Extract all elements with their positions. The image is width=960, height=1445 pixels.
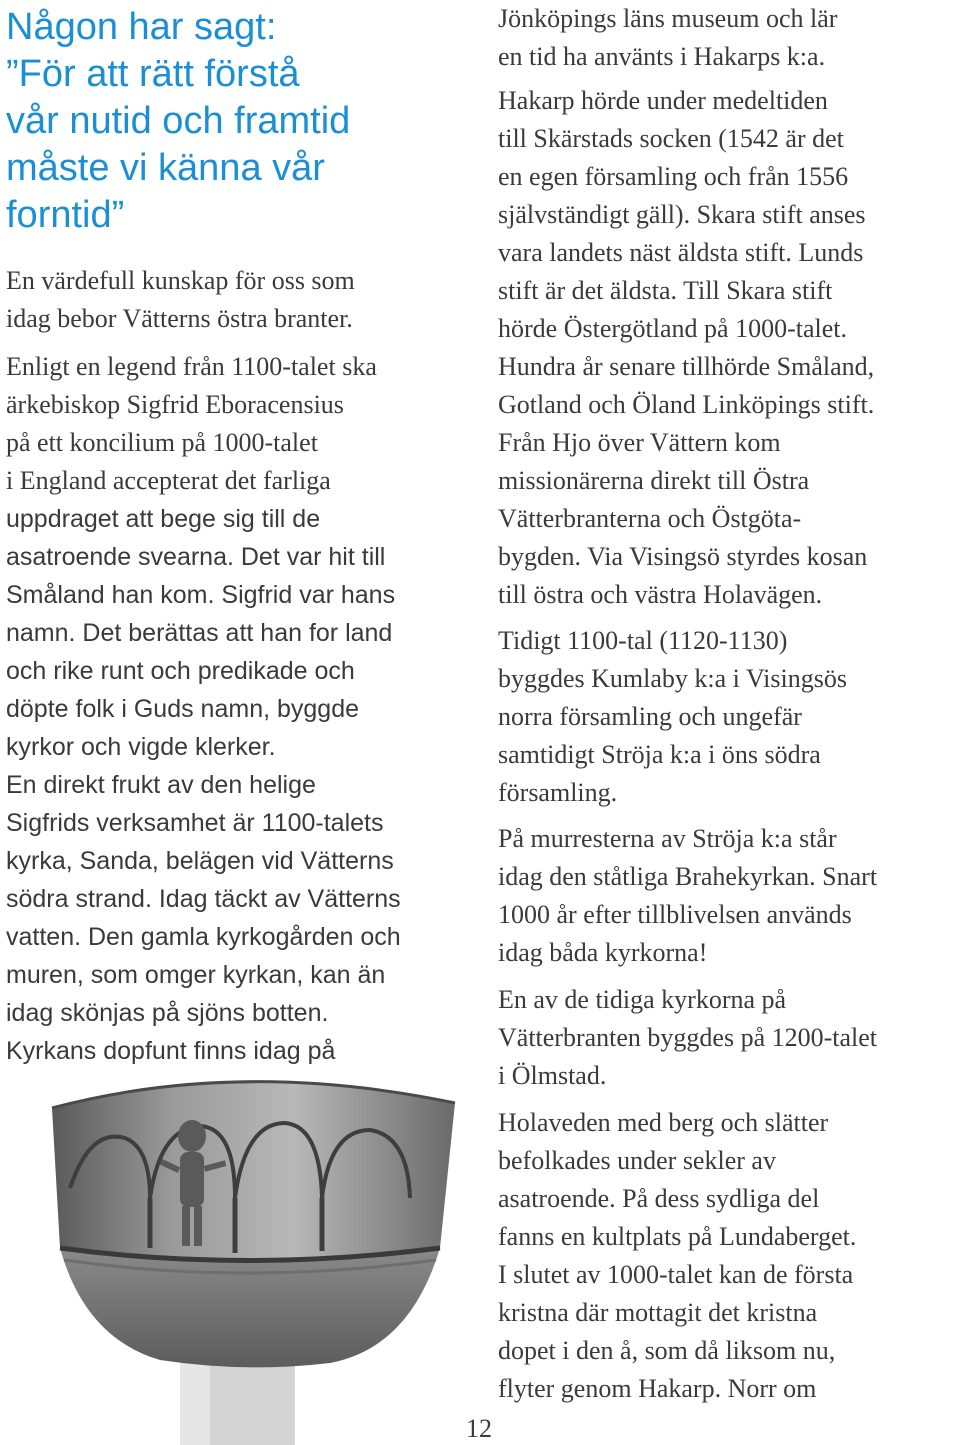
text-line: fanns en kultplats på Lundaberget. — [498, 1222, 857, 1251]
bowl-upper — [52, 1082, 455, 1261]
text-line: till östra och västra Holavägen. — [498, 580, 823, 609]
text-line: En värdefull kunskap för oss som — [6, 266, 355, 295]
text-line: Kyrkans dopfunt finns idag på — [6, 1037, 336, 1065]
heading-line: ”För att rätt förstå — [6, 53, 300, 95]
text-line: Jönköpings läns museum och lär — [498, 4, 838, 33]
text-line: Vätterbranten byggdes på 1200-talet — [498, 1023, 878, 1052]
text-line: Enligt en legend från 1100-talet ska — [6, 352, 377, 381]
text-line: flyter genom Hakarp. Norr om — [498, 1374, 817, 1403]
text-line: Gotland och Öland Linköpings stift. — [498, 390, 875, 419]
intro-paragraph — [6, 262, 355, 338]
text-line: på ett koncilium på 1000-talet — [6, 428, 318, 457]
text-line: kyrkor och vigde klerker. — [6, 733, 276, 761]
text-line: en egen församling och från 1556 — [498, 162, 849, 191]
text-line: muren, som omger kyrkan, kan än — [6, 961, 386, 989]
text-line: dopet i den å, som då liksom nu, — [498, 1336, 836, 1365]
text-line: till Skärstads socken (1542 är det — [498, 124, 844, 153]
text-line: Hakarp hörde under medeltiden — [498, 86, 828, 115]
page-heading — [6, 4, 476, 239]
text-line: 1000 år efter tillblivelsen används — [498, 900, 852, 929]
heading-line: vår nutid och framtid — [6, 100, 351, 142]
text-line: och rike runt och predikade och — [6, 657, 355, 685]
text-line: kyrka, Sanda, belägen vid Vätterns — [6, 847, 394, 875]
text-line: I slutet av 1000-talet kan de första — [498, 1260, 854, 1289]
text-line: Småland han kom. Sigfrid var hans — [6, 581, 396, 609]
text-line: självständigt gäll). Skara stift anses — [498, 200, 866, 229]
text-line: namn. Det berättas att han for land — [6, 619, 393, 647]
text-line: På murresterna av Ströja k:a står — [498, 824, 837, 853]
baptismal-font-photo — [30, 1068, 460, 1445]
text-line: i Ölmstad. — [498, 1061, 607, 1090]
text-line: Vätterbranterna och Östgöta- — [498, 504, 802, 533]
text-line: samtidigt Ströja k:a i öns södra — [498, 740, 821, 769]
right-paragraph-2 — [498, 82, 874, 614]
text-line: byggdes Kumlaby k:a i Visingsös — [498, 664, 847, 693]
text-line: församling. — [498, 778, 618, 807]
text-line: missionärerna direkt till Östra — [498, 466, 810, 495]
text-line: En direkt frukt av den helige — [6, 771, 316, 799]
right-paragraph-1 — [498, 0, 837, 76]
text-line: norra församling och ungefär — [498, 702, 802, 731]
right-paragraph-4 — [498, 820, 877, 972]
text-line: vara landets näst äldsta stift. Lunds — [498, 238, 864, 267]
text-line: En av de tidiga kyrkorna på — [498, 985, 787, 1014]
text-line: Hundra år senare tillhörde Småland, — [498, 352, 875, 381]
text-line: döpte folk i Guds namn, byggde — [6, 695, 360, 723]
heading-line: måste vi känna vår — [6, 147, 325, 189]
heading-line: forntid” — [6, 194, 125, 236]
legend-paragraph — [6, 348, 401, 1070]
page-number: 12 — [466, 1414, 492, 1443]
heading-line: Någon har sagt: — [6, 6, 277, 48]
text-line: Sigfrids verksamhet är 1100-talets — [6, 809, 384, 837]
text-line: en tid ha använts i Hakarps k:a. — [498, 42, 826, 71]
text-line: idag båda kyrkorna! — [498, 938, 708, 967]
text-line: befolkades under sekler av — [498, 1146, 776, 1175]
text-line: ärkebiskop Sigfrid Eboracensius — [6, 390, 344, 419]
text-line: idag skönjas på sjöns botten. — [6, 999, 329, 1027]
text-line: bygden. Via Visingsö styrdes kosan — [498, 542, 868, 571]
text-line: Från Hjo över Vättern kom — [498, 428, 781, 457]
text-line: idag den ståtliga Brahekyrkan. Snart — [498, 862, 878, 891]
text-line: hörde Östergötland på 1000-talet. — [498, 314, 847, 343]
right-paragraph-5 — [498, 981, 877, 1095]
text-line: asatroende svearna. Det var hit till — [6, 543, 386, 571]
right-paragraph-3 — [498, 622, 847, 812]
text-line: Tidigt 1100-tal (1120-1130) — [498, 626, 788, 655]
text-line: Holaveden med berg och slätter — [498, 1108, 829, 1137]
right-paragraph-6 — [498, 1104, 856, 1408]
text-line: idag bebor Vätterns östra branter. — [6, 304, 353, 333]
text-line: södra strand. Idag täckt av Vätterns — [6, 885, 401, 913]
text-line: asatroende. På dess sydliga del — [498, 1184, 820, 1213]
text-line: vatten. Den gamla kyrkogården och — [6, 923, 401, 951]
text-line: i England accepterat det farliga — [6, 466, 331, 495]
text-line: kristna där mottagit det kristna — [498, 1298, 818, 1327]
text-line: uppdraget att bege sig till de — [6, 505, 321, 533]
text-line: stift är det äldsta. Till Skara stift — [498, 276, 833, 305]
